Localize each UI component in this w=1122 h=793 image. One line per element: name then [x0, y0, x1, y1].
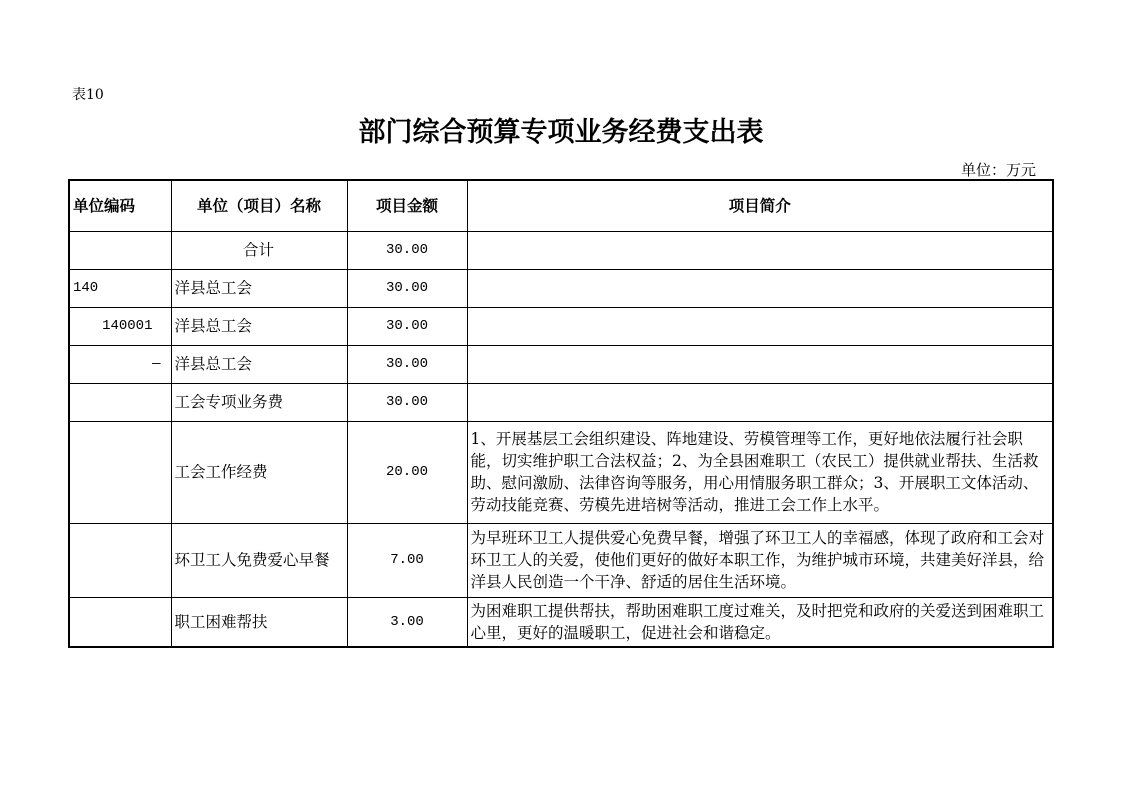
cell-amount: 30.00	[347, 383, 467, 421]
table-row-total	[69, 231, 1053, 269]
cell-name: 工会专项业务费	[171, 383, 347, 421]
cell-description	[467, 231, 1053, 269]
header-code: 单位编码	[69, 180, 171, 231]
cell-amount: 20.00	[347, 421, 467, 523]
table-row	[69, 523, 1053, 597]
cell-code: —	[69, 345, 171, 383]
table-row	[69, 269, 1053, 307]
cell-name: 洋县总工会	[171, 345, 347, 383]
cell-name: 合计	[171, 231, 347, 269]
cell-description	[467, 269, 1053, 307]
document-title: 部门综合预算专项业务经费支出表	[358, 117, 764, 148]
cell-name: 环卫工人免费爱心早餐	[171, 523, 347, 597]
header-name: 单位（项目）名称	[171, 180, 347, 231]
header-description: 项目简介	[467, 180, 1053, 231]
table-number: 表10	[72, 87, 104, 103]
cell-code	[69, 523, 171, 597]
cell-amount: 30.00	[347, 345, 467, 383]
table-row	[69, 421, 1053, 523]
cell-code	[69, 421, 171, 523]
cell-description	[467, 307, 1053, 345]
table-row	[69, 597, 1053, 647]
header-row	[69, 180, 1053, 231]
cell-description	[467, 345, 1053, 383]
table-row	[69, 307, 1053, 345]
cell-amount: 3.00	[347, 597, 467, 647]
cell-amount: 7.00	[347, 523, 467, 597]
cell-name: 职工困难帮扶	[171, 597, 347, 647]
cell-description	[467, 383, 1053, 421]
cell-code	[69, 231, 171, 269]
cell-description: 为困难职工提供帮扶，帮助困难职工度过难关，及时把党和政府的关爱送到困难职工心里，更好的温暖职工，促进社会和谐稳定。	[467, 597, 1053, 647]
cell-amount: 30.00	[347, 231, 467, 269]
cell-code	[69, 383, 171, 421]
cell-description: 1、开展基层工会组织建设、阵地建设、劳模管理等工作，更好地依法履行社会职能，切实维护职工合法权益；2、为全县困难职工（农民工）提供就业帮扶、生活救助、慰问激励、法律咨询等服务，用心用情服务职工群众；3、开展职工文体活动、劳动技能竞赛、劳模先进培树等活动，推进工会工作上水平。	[467, 421, 1053, 523]
cell-name: 洋县总工会	[171, 269, 347, 307]
cell-name: 工会工作经费	[171, 421, 347, 523]
cell-code	[69, 597, 171, 647]
unit-label: 单位：万元	[960, 161, 1036, 179]
cell-amount: 30.00	[347, 307, 467, 345]
header-amount: 项目金额	[347, 180, 467, 231]
cell-name: 洋县总工会	[171, 307, 347, 345]
table-row	[69, 383, 1053, 421]
cell-code: 140	[69, 269, 171, 307]
budget-table	[68, 179, 1054, 648]
cell-code: 140001	[69, 307, 171, 345]
table-row	[69, 345, 1053, 383]
cell-amount: 30.00	[347, 269, 467, 307]
cell-description: 为早班环卫工人提供爱心免费早餐，增强了环卫工人的幸福感，体现了政府和工会对环卫工人的关爱，使他们更好的做好本职工作，为维护城市环境，共建美好洋县，给洋县人民创造一个干净、舒适的居住生活环境。	[467, 523, 1053, 597]
